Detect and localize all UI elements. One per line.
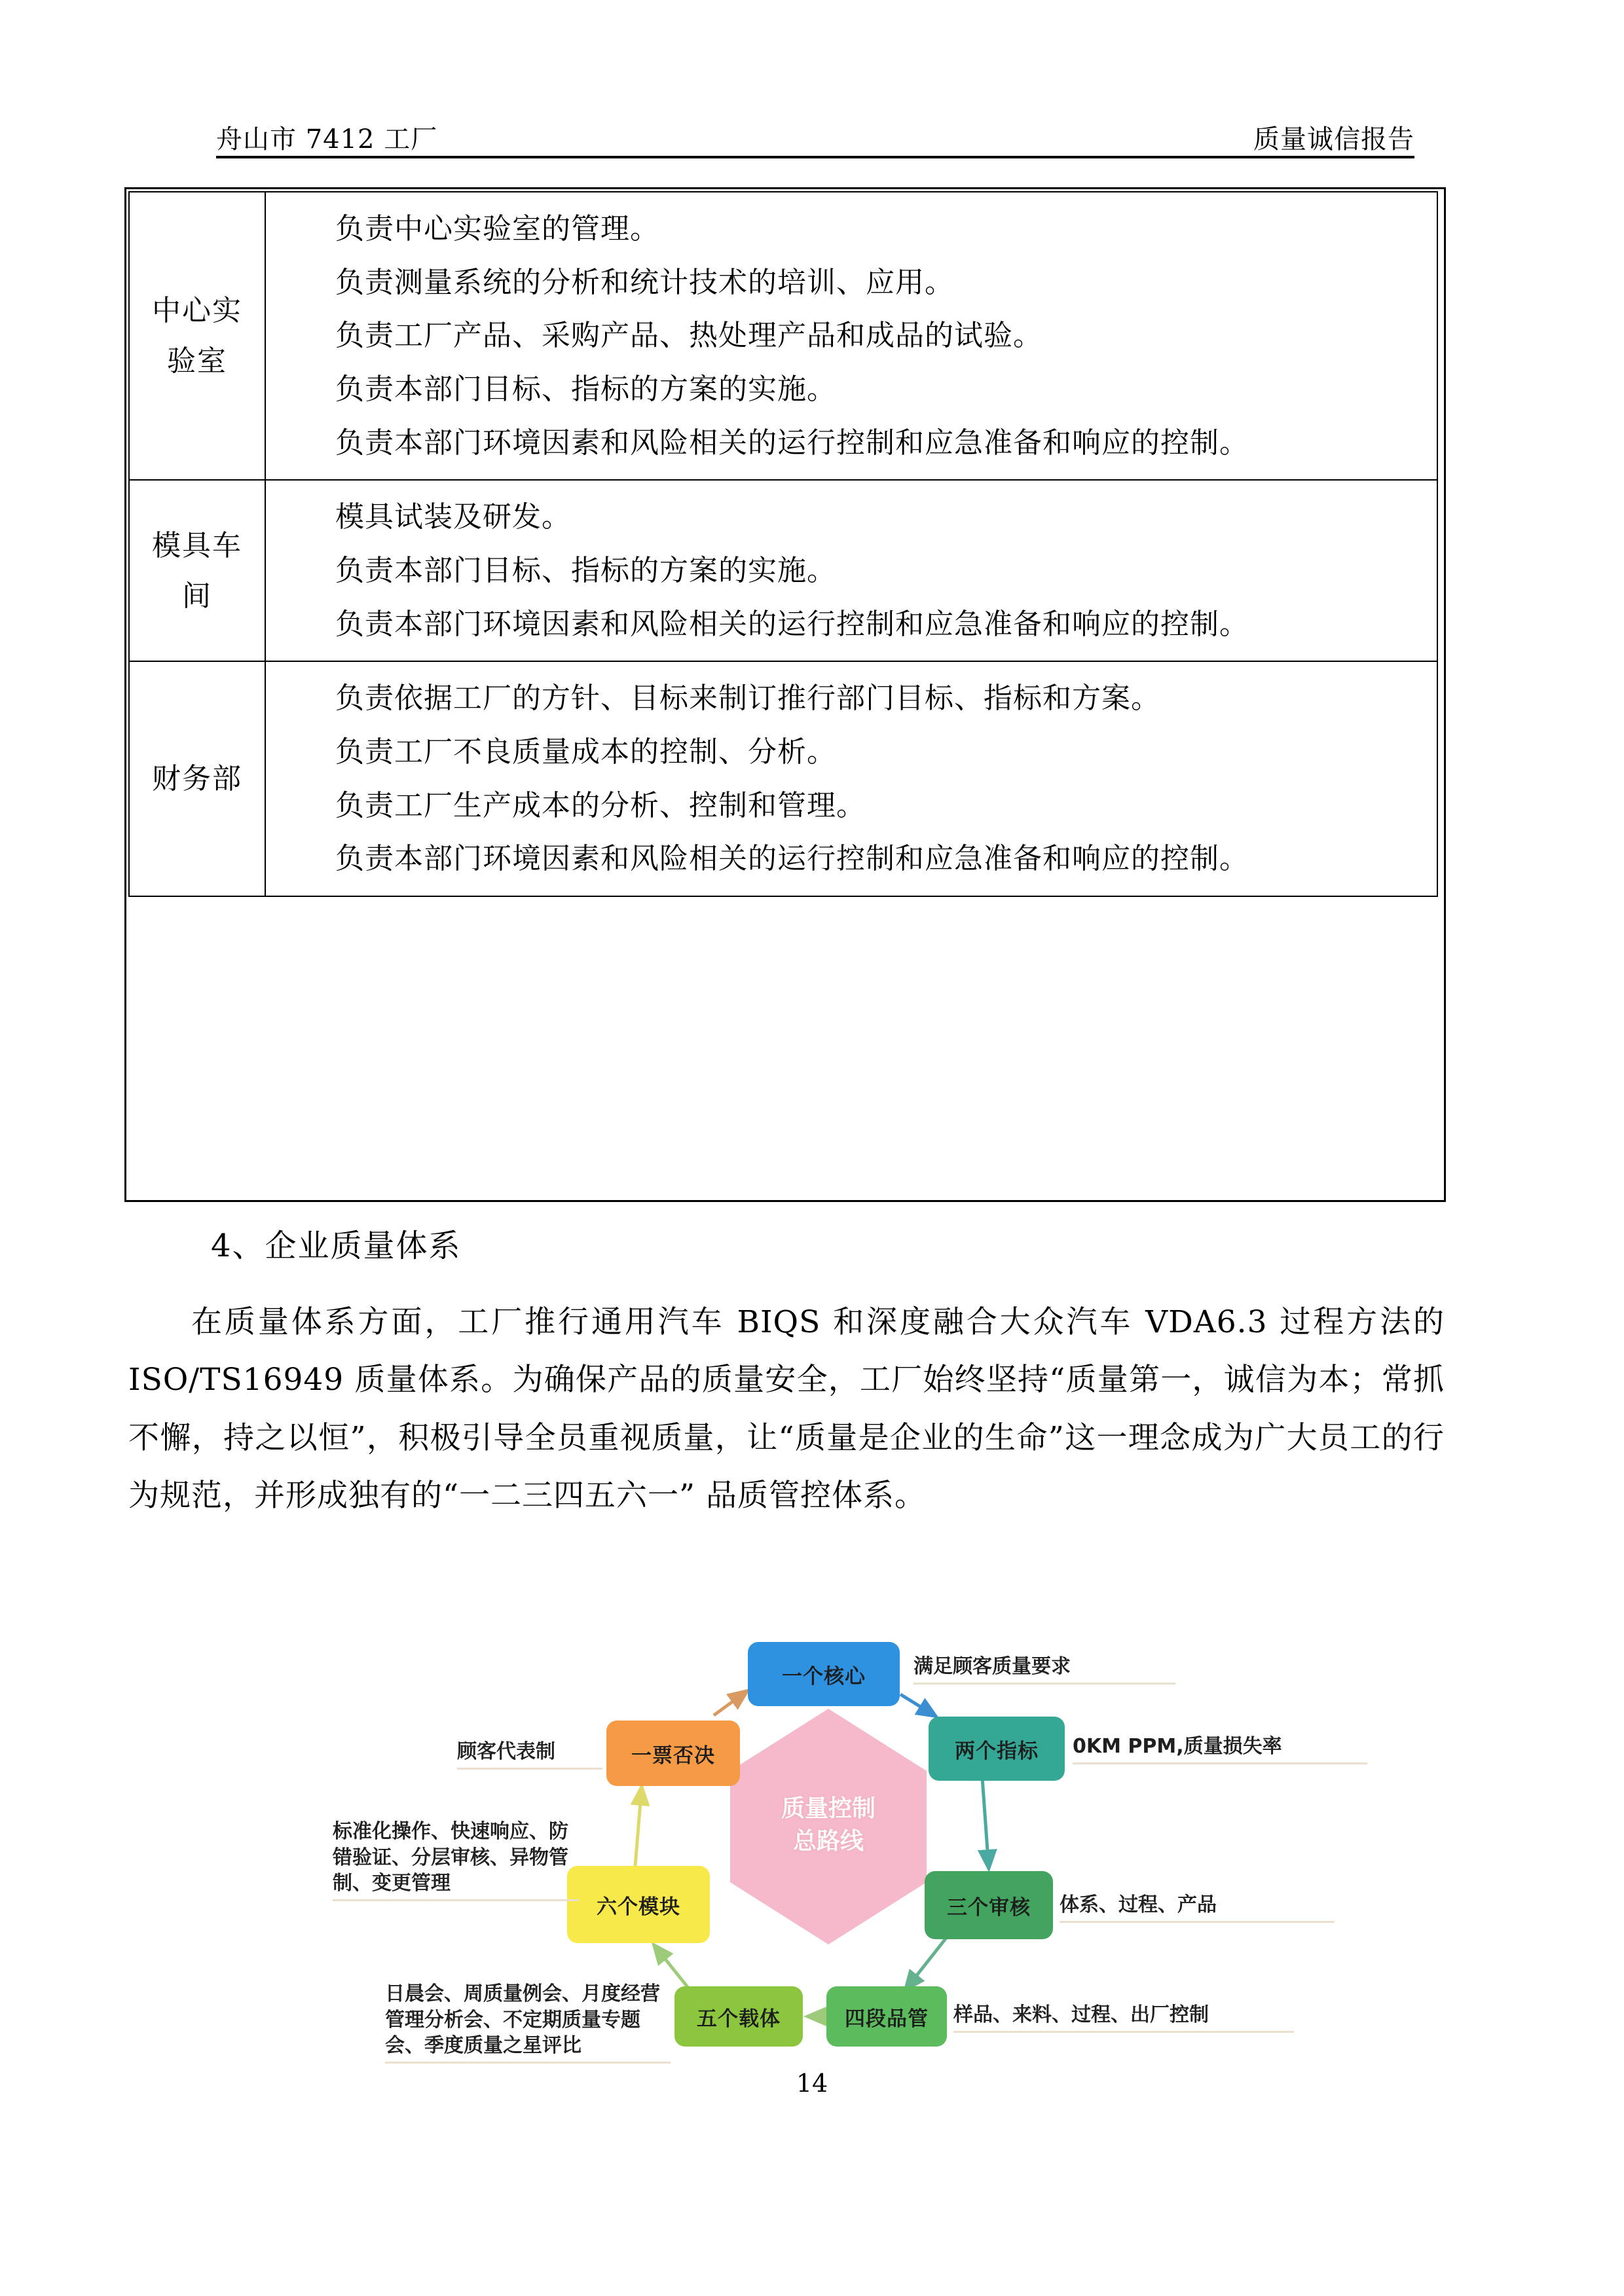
section-heading: 4、企业质量体系: [211, 1228, 462, 1264]
department-responsibility-table: [128, 191, 1438, 897]
node-five-carriers[interactable]: 五个载体: [674, 1986, 803, 2047]
node-two-indicators-description: 0KM PPM,质量损失率: [1073, 1734, 1367, 1764]
duty-line: 负责工厂不良质量成本的控制、分析。: [335, 735, 836, 769]
table-cell-department-name: 财务部: [129, 661, 265, 896]
node-one-vote-veto[interactable]: 一票否决: [606, 1721, 740, 1786]
duty-line: 负责工厂生产成本的分析、控制和管理。: [335, 788, 866, 822]
node-six-modules-description: 标准化操作、快速响应、防错验证、分层审核、异物管制、变更管理: [333, 1819, 579, 1901]
table-row: [129, 661, 1437, 896]
header-company-name: 舟山市 7412 工厂: [216, 124, 438, 155]
header-document-title: 质量诚信报告: [1253, 124, 1414, 155]
node-one-core-description: 满足顾客质量要求: [913, 1654, 1175, 1685]
node-two-indicators[interactable]: 两个指标: [929, 1717, 1065, 1781]
center-label-line2: 总路线: [792, 1828, 864, 1855]
node-one-vote-veto-description: 顾客代表制: [457, 1739, 602, 1770]
page-header: [216, 110, 1414, 156]
table-cell-duties: [265, 661, 1437, 896]
duty-line: 负责本部门环境因素和风险相关的运行控制和应急准备和响应的控制。: [335, 426, 1249, 460]
duty-line: 负责依据工厂的方针、目标来制订推行部门目标、指标和方案。: [335, 682, 1160, 716]
header-divider: [216, 156, 1414, 158]
duty-line: 负责本部门环境因素和风险相关的运行控制和应急准备和响应的控制。: [335, 842, 1249, 876]
node-five-carriers-description: 日晨会、周质量例会、月度经营管理分析会、不定期质量专题会、季度质量之星评比: [385, 1981, 671, 2064]
node-four-stage-quality-control[interactable]: 四段品管: [826, 1986, 947, 2047]
page-number: 14: [796, 2069, 828, 2098]
center-hexagon-label: [730, 1793, 927, 1859]
duty-line: 负责本部门目标、指标的方案的实施。: [335, 373, 836, 407]
duty-line: 负责本部门环境因素和风险相关的运行控制和应急准备和响应的控制。: [335, 607, 1249, 641]
duty-line: 模具试装及研发。: [335, 500, 571, 534]
section-paragraph: 在质量体系方面，工厂推行通用汽车 BIQS 和深度融合大众汽车 VDA6.3 过程方法的 ISO/TS16949 质量体系。为确保产品的质量安全，工厂始终坚持“质量第一，诚信为本；常抓不懈，持之以恒”，积极引导全员重视质量，让“质量是企业的生命”这一理念成为广大员工的行为规范，并形成独有的“一二三四五六一” 品质管控体系。: [128, 1304, 1445, 1514]
table-cell-duties: [265, 480, 1437, 661]
node-one-core[interactable]: 一个核心: [748, 1642, 900, 1706]
table-row: [129, 480, 1437, 661]
table-cell-duties: [265, 192, 1437, 480]
duty-line: 负责本部门目标、指标的方案的实施。: [335, 554, 836, 588]
center-label-line1: 质量控制: [781, 1795, 876, 1822]
duty-line: 负责测量系统的分析和统计技术的培训、应用。: [335, 265, 954, 299]
table-cell-department-name: 模具车间: [129, 480, 265, 661]
node-four-stage-description: 样品、来料、过程、出厂控制: [953, 2002, 1294, 2033]
quality-control-diagram: [308, 1617, 1447, 2058]
node-three-audits[interactable]: 三个审核: [925, 1871, 1053, 1939]
table-row: [129, 192, 1437, 480]
duty-line: 负责中心实验室的管理。: [335, 212, 659, 246]
table-cell-department-name: 中心实验室: [129, 192, 265, 480]
duty-line: 负责工厂产品、采购产品、热处理产品和成品的试验。: [335, 319, 1043, 353]
node-three-audits-description: 体系、过程、产品: [1060, 1892, 1335, 1923]
node-six-modules[interactable]: 六个模块: [567, 1866, 710, 1943]
